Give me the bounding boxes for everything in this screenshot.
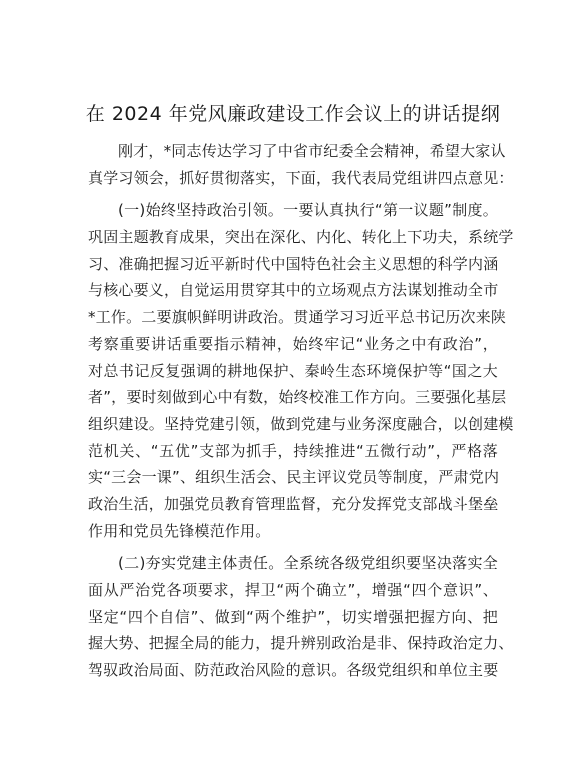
text-line: 对总书记反复强调的耕地保护、秦岭生态环境保护等“国之大 xyxy=(88,361,498,380)
text-line: 政治生活，加强党员教育管理监督，充分发挥党支部战斗堡垒 xyxy=(88,494,499,513)
text-line: 与核心要义，自觉运用贯穿其中的立场观点方法谋划推动全市 xyxy=(88,281,499,300)
paragraph-section-2 xyxy=(88,550,514,683)
document-title: 在 2024 年党风廉政建设工作会议上的讲话提纲 xyxy=(85,103,501,125)
text-line: 组织建设。坚持党建引领，做到党建与业务深度融合，以创建模 xyxy=(88,414,514,433)
text-line: 握大势、把握全局的能力，提升辨别政治是非、保持政治定力、 xyxy=(88,634,514,653)
text-line: 考察重要讲话重要指示精神，始终牢记“业务之中有政治”， xyxy=(88,334,498,353)
paragraph-intro xyxy=(88,138,514,191)
text-line: 驾驭政治局面、防范政治风险的意识。各级党组织和单位主要 xyxy=(88,661,499,680)
document-body xyxy=(88,138,514,684)
text-line: 习、准确把握习近平新时代中国特色社会主义思想的科学内涵 xyxy=(88,254,499,273)
text-line: 坚定“四个自信”、做到“两个维护”，切实增强把握方向、把 xyxy=(88,607,498,626)
text-line: 面从严治党各项要求，捍卫“两个确立”，增强“四个意识”、 xyxy=(88,581,498,599)
paragraph-section-1 xyxy=(88,197,514,544)
text-line: (一)始终坚持政治引领。一要认真执行“第一议题”制度。 xyxy=(118,201,498,220)
text-line: 作用和党员先锋模范作用。 xyxy=(88,521,271,540)
text-line: (二)夯实党建主体责任。全系统各级党组织要坚决落实全 xyxy=(118,554,498,573)
text-line: 巩固主题教育成果，突出在深化、内化、转化上下功夫，系统学 xyxy=(88,228,514,247)
text-line: 真学习领会，抓好贯彻落实，下面，我代表局党组讲四点意见： xyxy=(88,168,514,187)
text-line: 者”，要时刻做到心中有数，始终校准工作方向。三要强化基层 xyxy=(88,388,507,407)
text-line: 刚才，*同志传达学习了中省市纪委全会精神，希望大家认 xyxy=(118,142,506,160)
text-line: *工作。二要旗帜鲜明讲政治。贯通学习习近平总书记历次来陕 xyxy=(88,308,507,327)
text-line: 范机关、“五优”支部为抓手，持续推进“五微行动”，严格落 xyxy=(88,441,498,460)
text-line: 实“三会一课”、组织生活会、民主评议党员等制度，严肃党内 xyxy=(88,468,500,487)
